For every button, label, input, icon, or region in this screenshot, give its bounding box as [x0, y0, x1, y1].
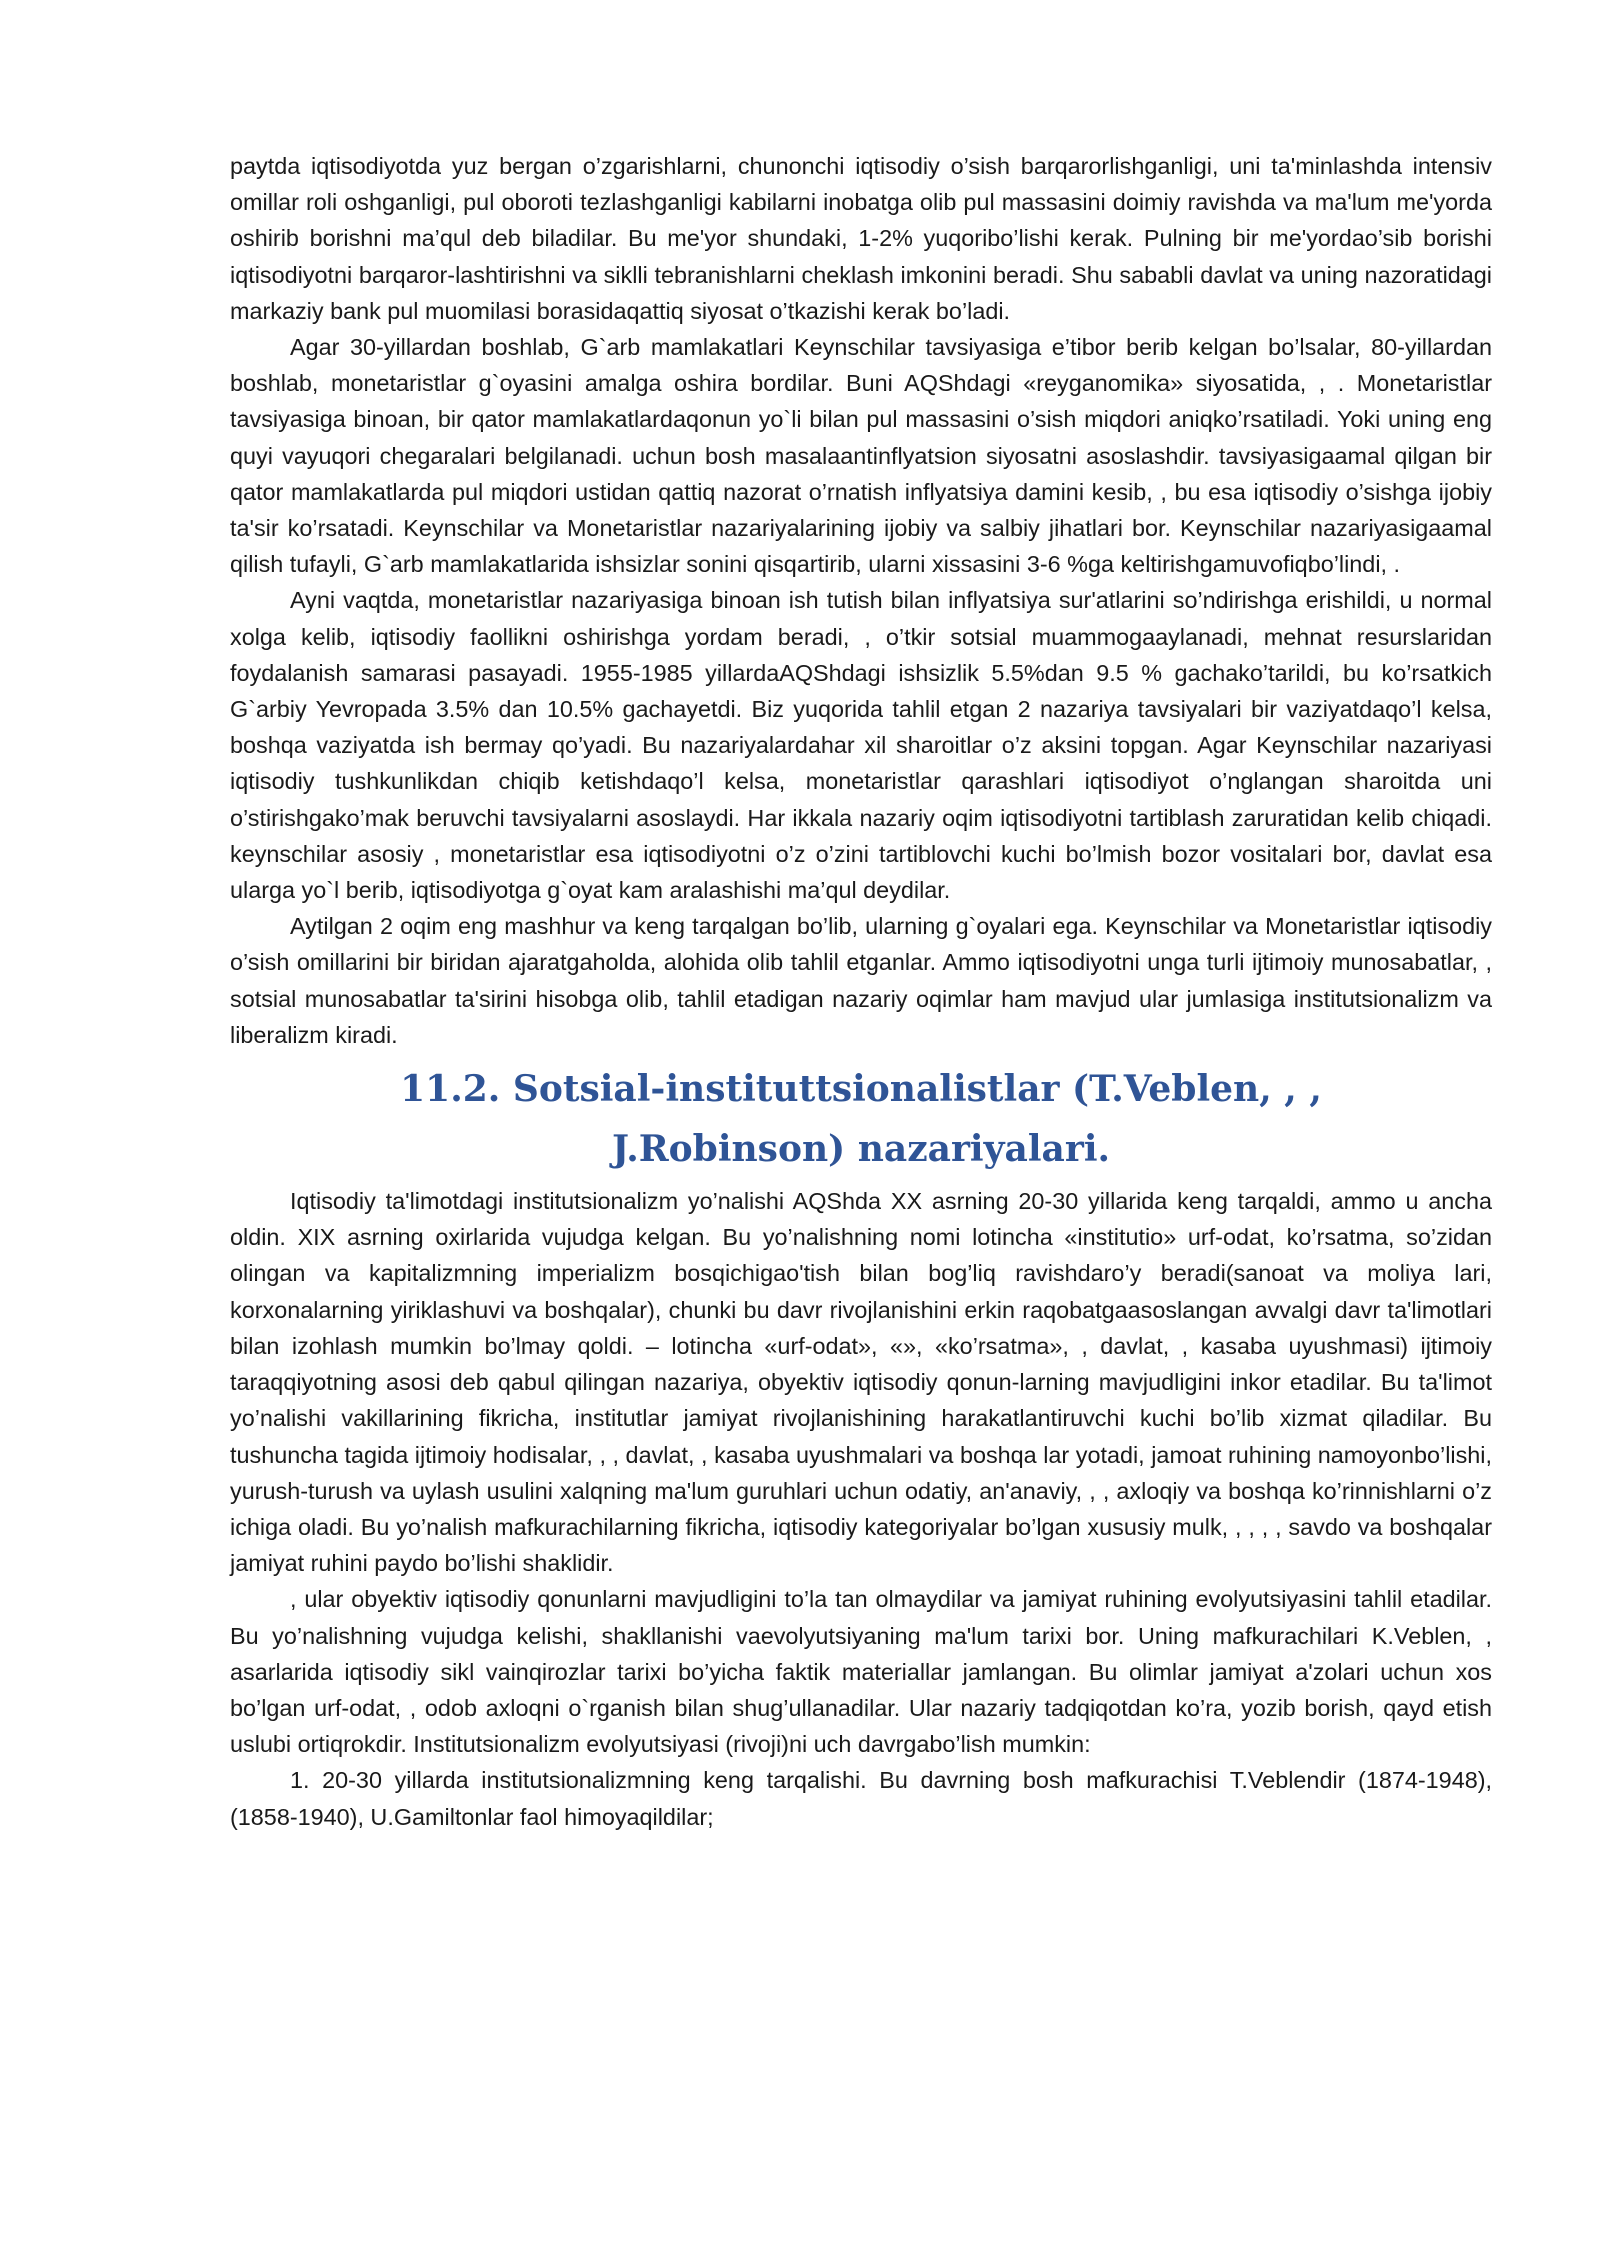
document-page	[230, 148, 1492, 1835]
paragraph-7: 1. 20-30 yillarda institutsionalizmning keng tarqalishi. Bu davrning bosh mafkurachisi T.Veblendir (1874-1948), (1858-1940), U.Gamiltonlar faol himoyaqildilar;	[230, 1767, 1492, 1830]
paragraph-5: Iqtisodiy ta'limotdagi institutsionalizm yo’nalishi AQShda XX asrning 20-30 yillarida keng tarqaldi, ammo u ancha oldin. XIX asrning oxirlarida vujudga kelgan. Bu yo’nalishning nomi lotincha «institutio» urf-odat, ko’rsatma, so’zidan olingan va kapitalizmning imperializm bosqichigao'tish bilan bog’liq ravishdaro’y beradi(sanoat va moliya lari, korxonalarning yiriklashuvi va boshqalar), chunki bu davr rivojlanishini erkin raqobatgaasoslangan avvalgi davr ta'limotlari bilan izohlash mumkin bo’lmay qoldi. – lotincha «urf-odat», «», «ko’rsatma», , davlat, , kasaba uyushmasi) ijtimoiy taraqqiyotning asosi deb qabul qilingan nazariya, obyektiv iqtisodiy qonun-larning mavjudligini inkor etadilar. Bu ta'limot yo’nalishi vakillarining fikricha, institutlar jamiyat rivojlanishining harakatlantiruvchi kuchi bo’lib xizmat qiladilar. Bu tushuncha tagida ijtimoiy hodisalar, , , davlat, , kasaba uyushmalari va boshqa lar yotadi, jamoat ruhining namoyonbo’lishi, yurush-turush va uylash usulini xalqning ma'lum guruhlari uchun odatiy, an'anaviy, , , axloqiy va boshqa ko’rinnishlarni o’z ichiga oladi. Bu yo’nalish mafkurachilarning fikricha, iqtisodiy kategoriyalar bo’lgan xususiy mulk, , , , , savdo va boshqalar jamiyat ruhini paydo bo’lishi shaklidir.	[230, 1188, 1492, 1577]
paragraph-1: paytda iqtisodiyotda yuz bergan o’zgarishlarni, chunonchi iqtisodiy o’sish barqarorlishganligi, uni ta'minlashda intensiv omillar roli oshganligi, pul oboroti tezlashganligi kabilarni inobatga olib pul massasini doimiy ravishda va ma'lum me'yorda oshirib borishni ma’qul deb biladilar. Bu me'yor shundaki, 1-2% yuqoribo’lishi kerak. Pulning bir me'yordao’sib borishi iqtisodiyotni barqaror-lashtirishni va siklli tebranishlarni cheklash imkonini beradi. Shu sababli davlat va uning nazoratidagi markaziy bank pul muomilasi borasidaqattiq siyosat o’tkazishi kerak bo’ladi.	[230, 153, 1492, 324]
paragraph-2: Agar 30-yillardan boshlab, G`arb mamlakatlari Keynschilar tavsiyasiga e’tibor berib kelgan bo’lsalar, 80-yillardan boshlab, monetaristlar g`oyasini amalga oshira bordilar. Buni AQShdagi «reyganomika» siyosatida, , . Monetaristlar tavsiyasiga binoan, bir qator mamlakatlardaqonun yo`li bilan pul massasini o’sish miqdori aniqko’rsatiladi. Yoki uning eng quyi vayuqori chegaralari belgilanadi. uchun bosh masalaantinflyatsion siyosatni asoslashdir. tavsiyasigaamal qilgan bir qator mamlakatlarda pul miqdori ustidan qattiq nazorat o’rnatish inflyatsiya damini kesib, , bu esa iqtisodiy o’sishga ijobiy ta'sir ko’rsatadi. Keynschilar va Monetaristlar nazariyalarining ijobiy va salbiy jihatlari bor. Keynschilar nazariyasigaamal qilish tufayli, G`arb mamlakatlarida ishsizlar sonini qisqartirib, ularni xissasini 3-6 %ga keltirishgamuvofiqbo’lindi, .	[230, 334, 1492, 578]
section-heading: 11.2. Sotsial-instituttsionalistlar (T.Veblen, , , J.Robinson) nazariyalari.	[400, 1068, 1322, 1171]
paragraph-3: Ayni vaqtda, monetaristlar nazariyasiga binoan ish tutish bilan inflyatsiya sur'atlarini so’ndirishga erishildi, u normal xolga kelib, iqtisodiy faollikni oshirishga yordam beradi, , o’tkir sotsial muammogaaylanadi, mehnat resurslaridan foydalanish samarasi pasayadi. 1955-1985 yillardaAQShdagi ishsizlik 5.5%dan 9.5 % gachako’tarildi, bu ko’rsatkich G`arbiy Yevropada 3.5% dan 10.5% gachayetdi. Biz yuqorida tahlil etgan 2 nazariya tavsiyalari bir vaziyatdaqo’l kelsa, boshqa vaziyatda ish bermay qo’yadi. Bu nazariyalardahar xil sharoitlar o’z aksini topgan. Agar Keynschilar nazariyasi iqtisodiy tushkunlikdan chiqib ketishdaqo’l kelsa, monetaristlar qarashlari iqtisodiyot o’nglangan sharoitda uni o’stirishgako’mak beruvchi tavsiyalarni asoslaydi. Har ikkala nazariy oqim iqtisodiyotni tartiblash zaruratidan kelib chiqadi. keynschilar asosiy , monetaristlar esa iqtisodiyotni o’z o’zini tartiblovchi kuchi bo’lmish bozor vositalari bor, davlat esa ularga yo`l berib, iqtisodiyotga g`oyat kam aralashishi ma’qul deydilar.	[230, 587, 1492, 904]
paragraph-4: Aytilgan 2 oqim eng mashhur va keng tarqalgan bo’lib, ularning g`oyalari ega. Keynschilar va Monetaristlar iqtisodiy o’sish omillarini bir biridan ajaratgaholda, alohida olib tahlil etganlar. Ammo iqtisodiyotni unga turli ijtimoiy munosabatlar, , sotsial munosabatlar ta'sirini hisobga olib, tahlil etadigan nazariy oqimlar ham mavjud ular jumlasiga institutsionalizm va liberalizm kiradi.	[230, 913, 1492, 1048]
paragraph-6: , ular obyektiv iqtisodiy qonunlarni mavjudligini to’la tan olmaydilar va jamiyat ruhining evolyutsiyasini tahlil etadilar. Bu yo’nalishning vujudga kelishi, shakllanishi vaevolyutsiyaning ma'lum tarixi bor. Uning mafkurachilari K.Veblen, , asarlarida iqtisodiy sikl vainqirozlar tarixi bo’yicha faktik materiallar jamlangan. Bu olimlar jamiyat a'zolari uchun xos bo’lgan urf-odat, , odob axloqni o`rganish bilan shug’ullanadilar. Ular nazariy tadqiqotdan ko’ra, yozib borish, qayd etish uslubi ortiqrokdir. Institutsionalizm evolyutsiyasi (rivoji)ni uch davrgabo’lish mumkin:	[230, 1586, 1492, 1758]
